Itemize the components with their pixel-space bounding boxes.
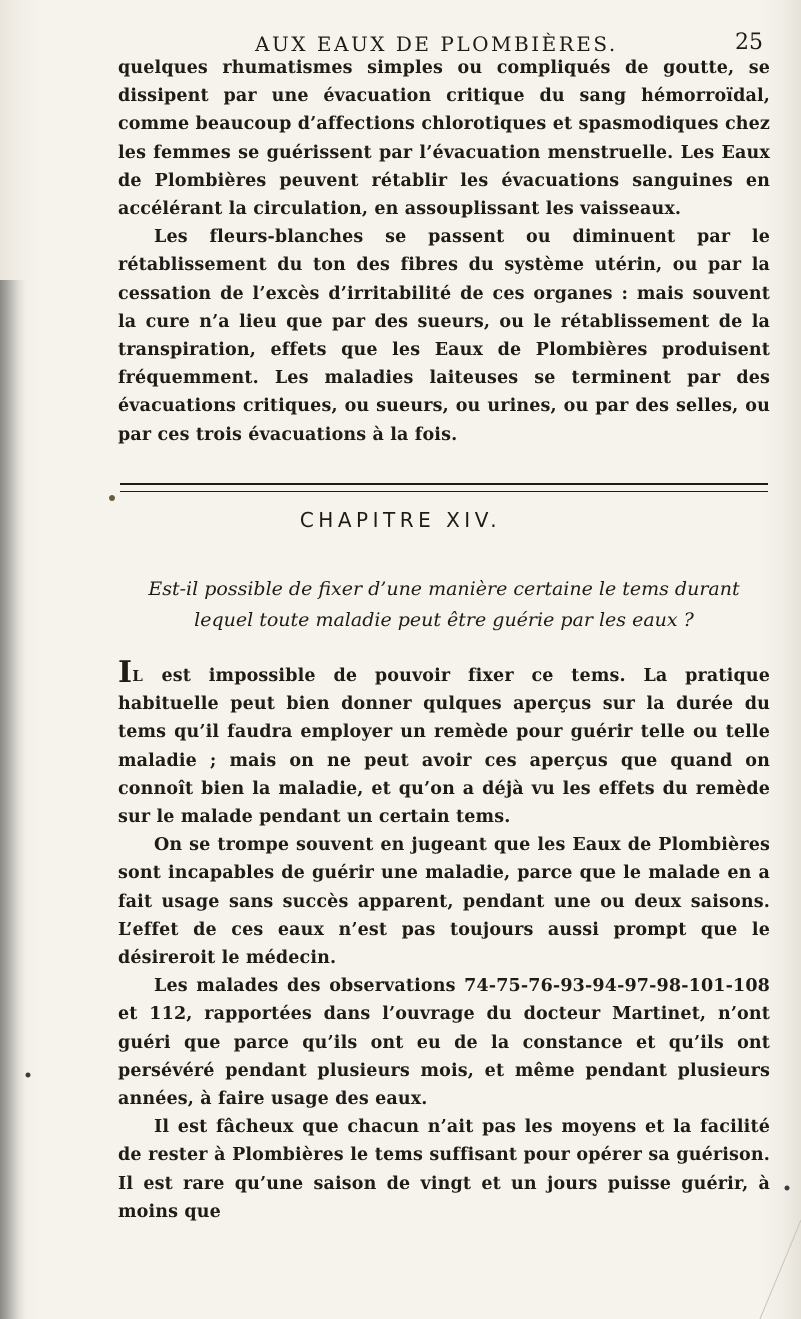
paragraph-on-se-trompe: On se trompe souvent en jugeant que les Eaux de Plombières sont incapables de guérir une maladie, parce que le malade en a fait usage sans succès apparent, pendant une ou deux saisons. L’effet de ces eaux n’est pas toujours aussi prompt que le désireroit le médecin. (118, 835, 770, 969)
chapter-subtitle: Est-il possible de fixer d’une manière certaine le tems durant lequel toute maladie peut être guérie par les eaux ? (148, 578, 740, 631)
paragraph-il-est-facheux: Il est fâcheux que chacun n’ait pas les moyens et la facilité de rester à Plombières le tems suffisant pour opérer sa guérison. Il est rare qu’une saison de vingt et un jours puisse guérir, à moins que (118, 1117, 770, 1222)
ink-speck (109, 495, 115, 501)
chapter-heading: CHAPITRE XIV. (299, 508, 502, 532)
ink-speck (785, 1186, 790, 1191)
chapter-separator-rule (120, 483, 768, 492)
paragraph-fleurs-blanches: Les fleurs-blanches se passent ou diminuent par le rétablissement du ton des fibres du système utérin, ou par la cessation de l’excès d’irritabilité de ces organes : mais souvent la cure n’a lieu que par des sueurs, ou le rétablissement de la transpiration, effets que les Eaux de Plombières produisent fréquemment. Les maladies laiteuses se terminent par des évacuations critiques, ou sueurs, ou urines, ou par des selles, ou par ces trois évacuations à la fois. (118, 227, 770, 445)
page-fold-line (760, 1220, 801, 1319)
opening-text: est impossible de pouvoir fixer ce tems. La pratique habituelle peut bien donner qulques aperçus sur la durée du tems qu’il faudra employer un remède pour guérir telle ou telle maladie ; mais on ne peut avoir ces aperçus que quand on connoît bien la maladie, et qu’on a déjà vu les effets du remède sur le malade pendant un certain tems. (118, 666, 770, 828)
ink-speck (26, 1073, 31, 1078)
paragraph-opening (118, 655, 770, 831)
chapter-body (118, 655, 770, 1226)
top-text-block (118, 54, 770, 449)
running-head: AUX EAUX DE PLOMBIÈRES. (255, 32, 618, 56)
page-number: 25 (735, 30, 763, 55)
drop-capital: I (118, 655, 133, 690)
paragraph-observations: Les malades des observations 74-75-76-93-94-97-98-101-108 et 112, rapportées dans l’ouvrage du docteur Martinet, n’ont guéri que parce qu’ils ont eu de la constance et qu’ils ont persévéré pendant plusieurs mois, et même pendant plusieurs années, à faire usage des eaux. (118, 976, 770, 1110)
binding-shadow (0, 280, 26, 1319)
small-capital: L (132, 667, 144, 685)
paragraph-continued: quelques rhumatismes simples ou compliqués de goutte, se dissipent par une évacuation critique du sang hémorroïdal, comme beaucoup d’affections chlorotiques et spasmodiques chez les femmes se guérissent par l’évacuation menstruelle. Les Eaux de Plombières peuvent rétablir les évacuations sanguines en accélérant la circulation, en assouplissant les vaisseaux. (118, 58, 770, 220)
